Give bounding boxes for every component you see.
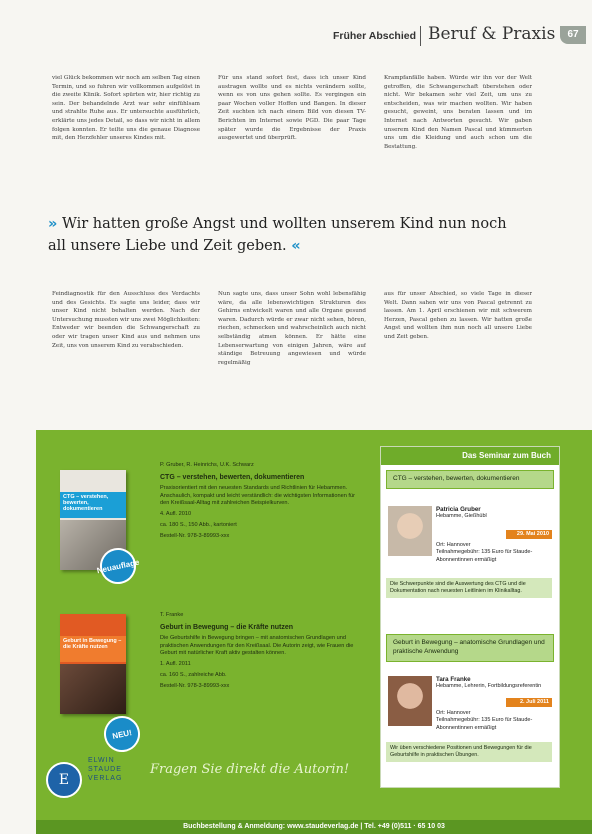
book-pages: ca. 180 S., 150 Abb., kartoniert (160, 521, 237, 528)
publisher-name-line: VERLAG (88, 775, 123, 782)
publisher-name (88, 756, 122, 783)
book-title[interactable]: Geburt in Bewegung – die Kräfte nutzen (160, 623, 294, 631)
speaker-role: Hebamme, Lehrerin, Fortbildungsreferentin (436, 683, 542, 690)
header-divider (420, 26, 421, 46)
article-column-3: Krampfanfälle haben. Würde wir ihn vor der Welt getroffen, die Schwangerschaft überstehen oder nicht. Wir bekamen sehr viel Zeit, um uns zu entscheiden, was wir machen wollten. Wir haben gesucht, geweint, uns beraten lassen und im Internet nach Antworten gesucht. Wir gaben unserem Kind den Namen Pascal und kümmerten uns um die Kleidung und auch schon um die Bestattung. (384, 75, 532, 150)
book-order-number: Bestell-Nr. 978-3-89993-xxx (160, 682, 230, 689)
article-column-2: Für uns stand sofort fest, dass ich unser Kind austragen wollte und es nichts verändern sollte, wenn es von uns gehen sollte. Es vergingen ein paar Wochen voller Hoffen und Bangen. In dieser Zeit suchten ich nach einem Bild von diesen TV-Berichten im Internet sowie PGD. Die paar Tage später wurde die Ergebnisse der Praxis ausgewertet und überprüft. (218, 75, 366, 142)
section-title: Beruf & Praxis (428, 24, 556, 44)
seminar-panel-header: Das Seminar zum Buch (381, 447, 559, 465)
book-cover-photo (60, 664, 126, 714)
article-column-6: aus für unser Abschied, so viele Tage in dieser Welt. Dann sahen wir uns von Pascal getrennt zu lassen. Am 1. April erschienen wir mit schwerem Herzen, Pascal gehen zu lassen. Wir hatten große Angst und wollten ihm nun noch all unsere Liebe und Zeit geben. (384, 291, 532, 340)
book-order-number: Bestell-Nr. 978-3-89993-xxx (160, 532, 230, 539)
seminar-place: Ort: Hannover (436, 542, 471, 548)
book-edition: 4. Aufl. 2010 (160, 511, 192, 518)
order-footer[interactable]: Buchbestellung & Anmeldung: www.staudeverlag.de | Tel. +49 (0)511 · 65 10 03 (36, 820, 592, 834)
book-cover-title: CTG – verstehen, bewerten, dokumentieren (60, 492, 126, 518)
book-blurb: Praxisorientiert mit den neuesten Standards und Richtlinien für Hebammen. Anschaulich, kompakt und leicht verständlich: die wichtigsten Informationen für den Kreißsaal-Alltag mit zahlreichen Beispielkurven. (160, 484, 355, 507)
book-info-geburt (160, 612, 360, 694)
quote-text: Wir hatten große Angst und wollten unserem Kind nun noch all unsere Liebe und Zeit geben. (48, 216, 507, 254)
seminar-note: Wir üben verschiedene Positionen und Bewegungen für die Geburtshilfe in praktischen Übungen. (386, 742, 552, 762)
section-label: Früher Abschied (332, 30, 416, 42)
quote-open-mark: » (48, 216, 58, 232)
speaker-name: Tara Franke (436, 676, 471, 683)
seminar-details (436, 542, 552, 564)
seminar-date: 2. Juli 2011 (506, 698, 552, 707)
new-badge: NEU! (101, 713, 144, 756)
author-photo (388, 506, 432, 556)
book-authors: P. Gruber, R. Heinrichs, U.K. Schwarz (160, 462, 254, 468)
seminar-title: CTG – verstehen, bewerten, dokumentieren (387, 471, 553, 488)
seminar-date: 29. Mai 2010 (506, 530, 552, 539)
new-edition-badge: Neuauflage (97, 545, 140, 588)
seminar-speaker (436, 676, 552, 691)
seminar-fee: Teilnahmegebühr: 135 Euro für Staude-Abonnentinnen ermäßigt (436, 549, 533, 563)
seminar-place: Ort: Hannover (436, 710, 471, 716)
quote-close-mark: « (291, 238, 301, 254)
book-info-ctg (160, 462, 360, 544)
page-number: 67 (560, 26, 586, 44)
seminar-title-box[interactable] (386, 470, 554, 489)
page-header (0, 20, 592, 50)
seminar-fee: Teilnahmegebühr: 135 Euro für Staude-Abonnentinnen ermäßigt (436, 717, 533, 731)
book-cover-title: Geburt in Bewegung – die Kräfte nutzen (60, 636, 126, 662)
book-title[interactable]: CTG – verstehen, bewerten, dokumentieren (160, 473, 305, 481)
seminar-details (436, 710, 552, 732)
book-cover-geburt[interactable] (60, 614, 126, 714)
seminar-title: Geburt in Bewegung – anatomische Grundlagen und praktische Anwendung (387, 635, 553, 661)
seminar-note: Die Schwerpunkte sind die Auswertung des CTG und die Dokumentation nach neuesten Leitlinien im Klinikalltag. (386, 578, 552, 598)
book-pages: ca. 160 S., zahlreiche Abb. (160, 671, 227, 678)
ask-author-slogan: Fragen Sie direkt die Autorin! (150, 762, 350, 777)
book-blurb: Die Geburtshilfe in Bewegung bringen – mit anatomischen Grundlagen und praktischen Anwendungen für den Kreißsaal. Die Autorin zeigt, wie Frauen die Geburt mit natürlicher Kraft aktiv gestalten können. (160, 634, 354, 657)
author-photo (388, 676, 432, 726)
seminar-panel (380, 446, 560, 788)
publisher-name-line: STAUDE (88, 766, 122, 773)
article-column-4: Feindiagnostik für den Ausschluss des Verdachts und des Gesichts. Es sagte uns leider, dass wir unser Kind nicht behalten werden. Nach der Untersuchung mussten wir uns zwei Möglichkeiten: Entweder wir beenden die Schwangerschaft zu oder wir tragen unser Kind aus und nehmen uns Zeit, uns von unserem Kind zu verabschieden. (52, 291, 200, 349)
book-edition: 1. Aufl. 2011 (160, 661, 191, 668)
publisher-logo-icon: E (46, 762, 82, 798)
speaker-name: Patricia Gruber (436, 506, 481, 513)
publisher-name-line: ELWIN (88, 757, 115, 764)
article-column-5: Nun sagte uns, dass unser Sohn wohl lebensfähig wäre, da alle lebenswichtigen Strukturen des Gehirns entwickelt waren und alle Organe gesund waren. Dadurch würde er zwar nicht sehen, hören, riechen, schmecken und wahrscheinlich auch nicht selbständig atmen können. Er hätte eine Lebenserwartung von einigen Jahren, wäre auf ständige Betreuung angewiesen und würde regelmäßig (218, 291, 366, 366)
seminar-speaker (436, 506, 552, 521)
article-column-1: viel Glück bekommen wir noch am selben Tag einen Termin, und so fuhren wir vollkommen aufgelöst in die zweite Klinik. Sofort spürten wir, hier richtig zu sein. Der behandelnde Arzt war sehr einfühlsam und strahlte Ruhe aus. Er untersuchte ausführlich, erklärte uns jedes Detail, so dass wir nicht in allem folgen konnten. Er teilte uns die genaue Diagnose mit, den Herzfehler unseres Kindes mit. (52, 75, 200, 142)
pull-quote (48, 213, 528, 257)
seminar-title-box[interactable] (386, 634, 554, 662)
book-authors: T. Franke (160, 612, 184, 618)
speaker-role: Hebamme, Gießhübl (436, 513, 487, 520)
